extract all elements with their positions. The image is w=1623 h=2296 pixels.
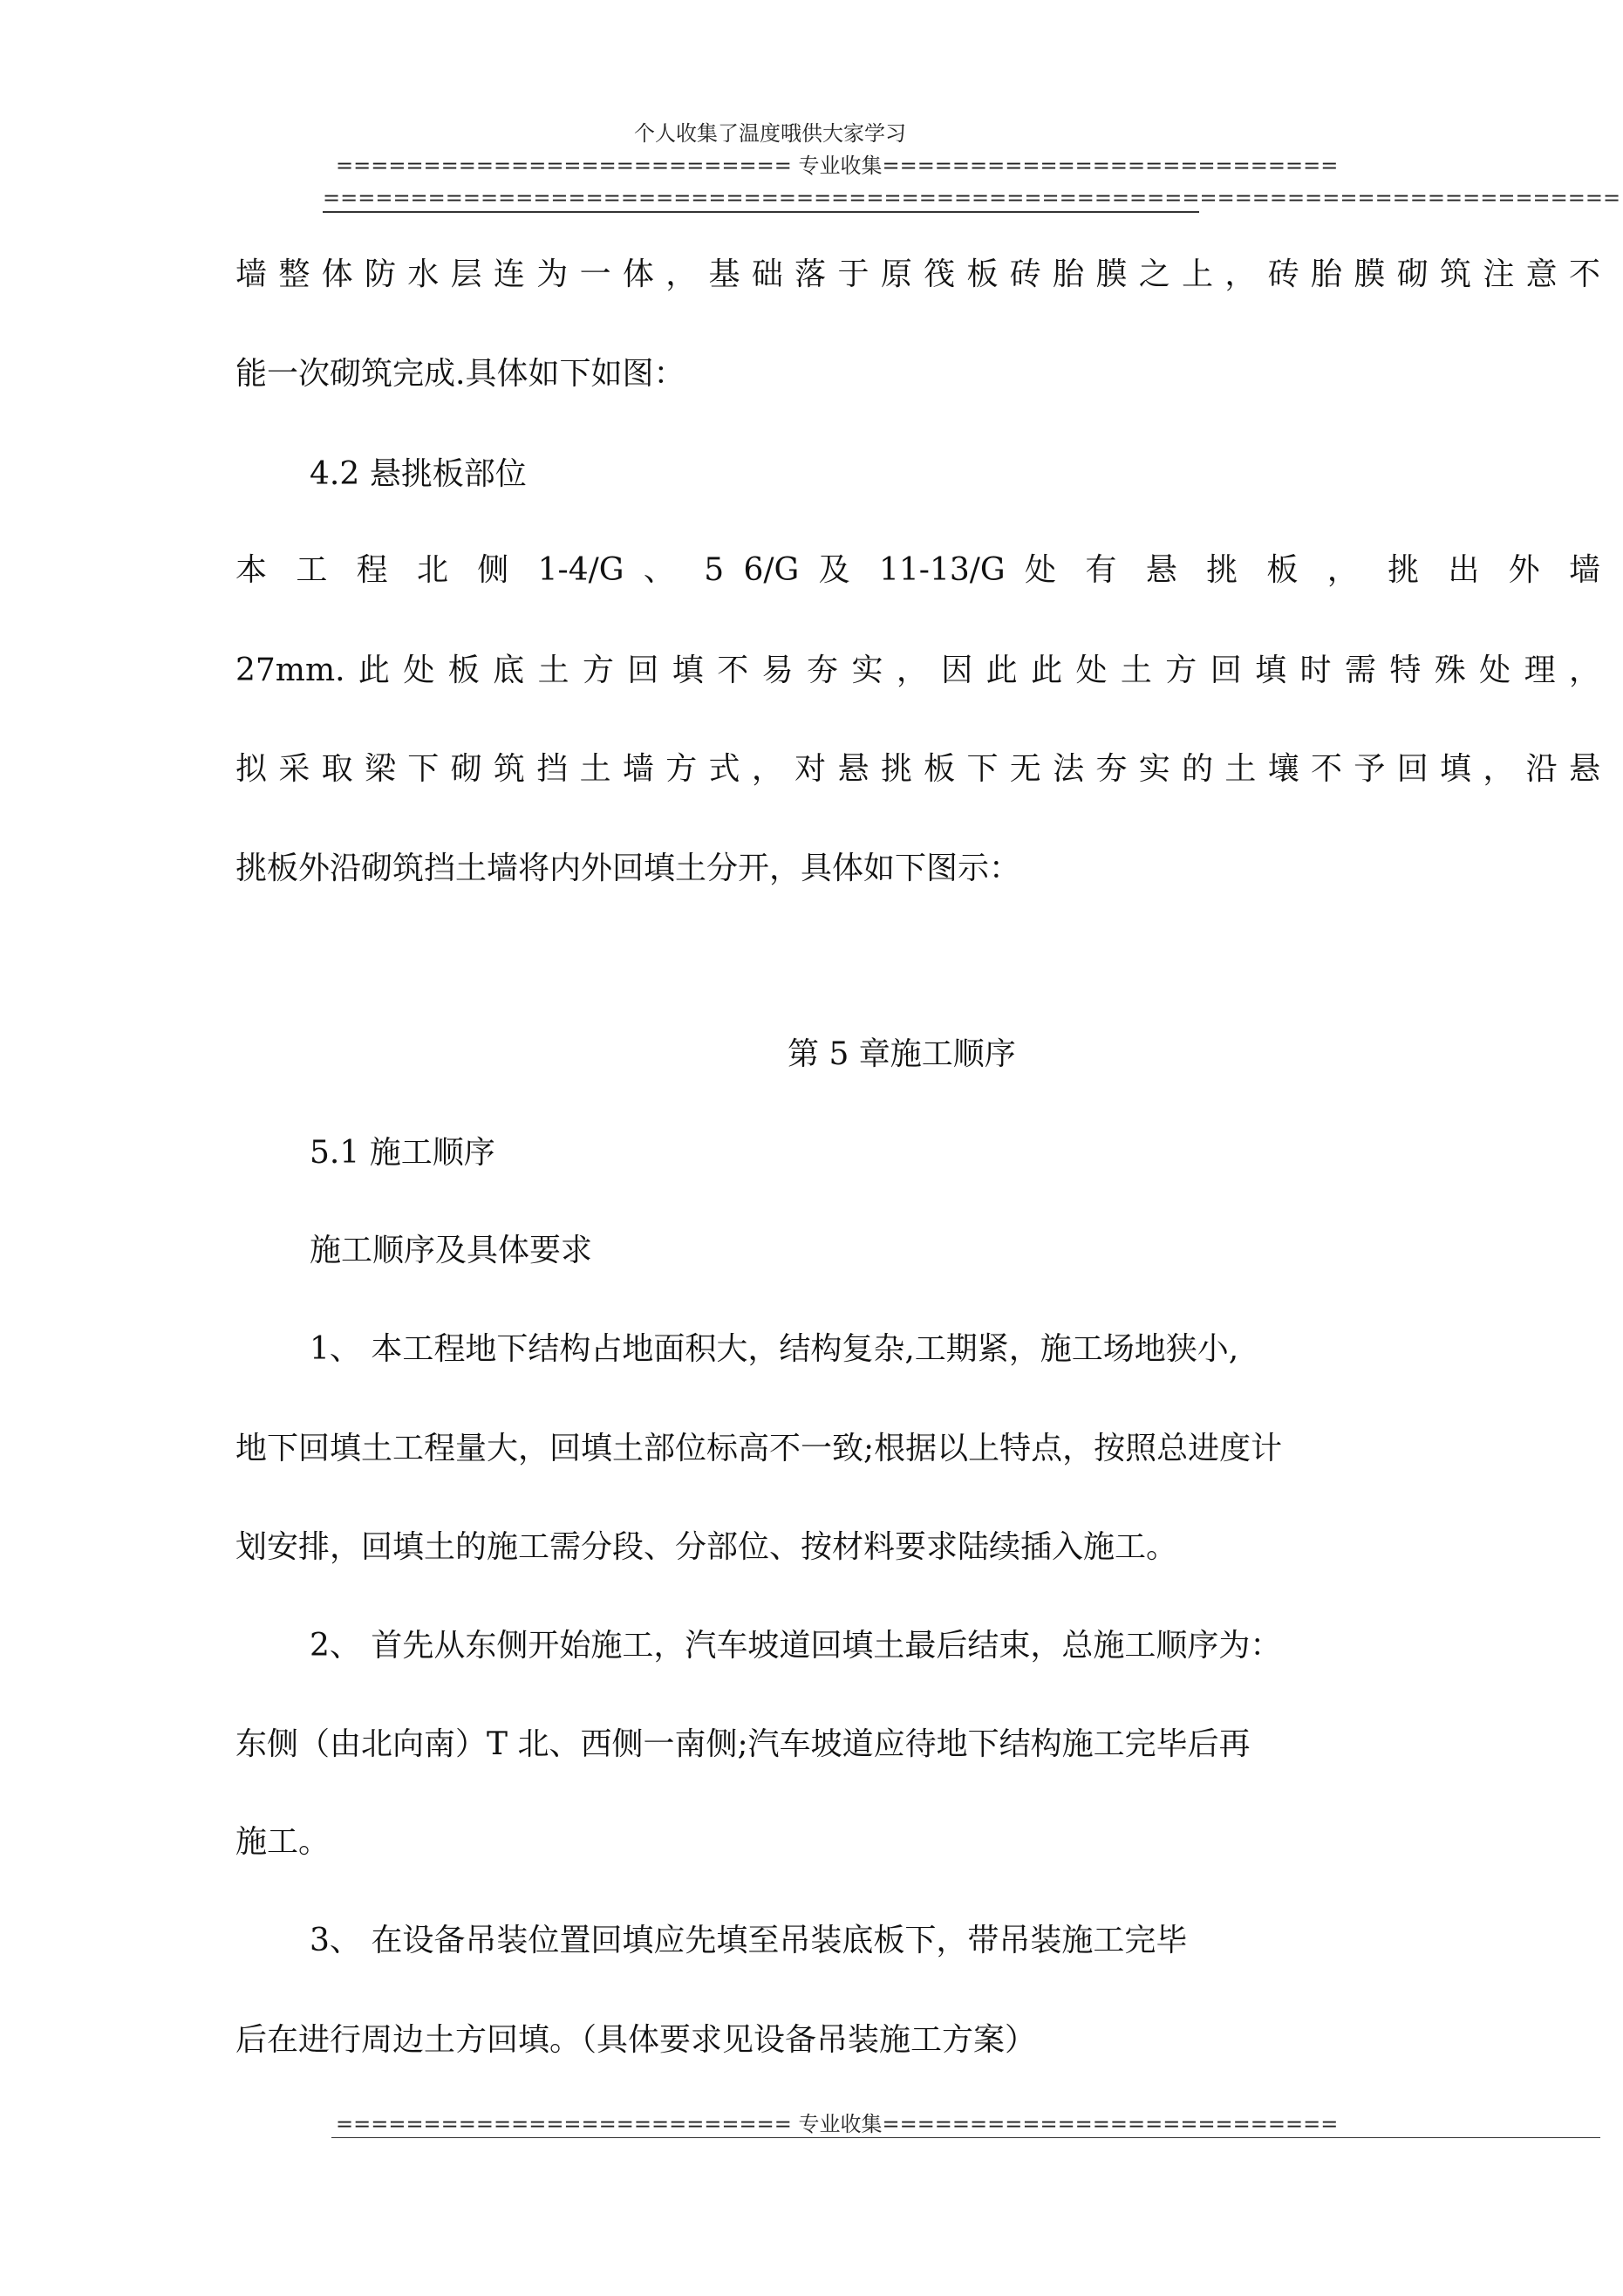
paragraph-line: 挑板外沿砌筑挡土墙将内外回填土分开，具体如下图示： <box>235 851 1021 886</box>
list-item-2: 2、 首先从东侧开始施工，汽车坡道回填土最后结束，总施工顺序为： <box>310 1628 1282 1664</box>
list-item-3-continuation: 后在进行周边土方回填。（具体要求见设备吊装施工方案） <box>235 2022 1037 2058</box>
footer-separator-label: ========================== 专业收集========================== <box>336 2112 1339 2136</box>
header-separator: ========================================================================== <box>323 186 1621 210</box>
footer-rule <box>331 2137 1600 2138</box>
paragraph-line: 本 工 程 北 侧 1-4/G 、 5 6/G 及 11-13/G 处 有 悬 挑 板 ， 挑 出 外 墙 <box>235 552 1600 588</box>
list-item-1-continuation: 划安排，回填土的施工需分段、分部位、按材料要求陆续插入施工。 <box>235 1529 1178 1565</box>
list-item-1-continuation: 地下回填土工程量大，回填土部位标高不一致;根据以上特点，按照总进度计 <box>235 1431 1283 1466</box>
list-item-3: 3、 在设备吊装位置回填应先填至吊装底板下，带吊装施工完毕 <box>310 1923 1188 1958</box>
paragraph-line: 能一次砌筑完成.具体如下如图： <box>235 356 685 392</box>
subheading: 施工顺序及具体要求 <box>310 1233 593 1268</box>
list-item-2-continuation: 施工。 <box>235 1824 331 1860</box>
list-item-2-continuation: 东侧（由北向南）T 北、西侧一南侧;汽车坡道应待地下结构施工完毕后再 <box>235 1726 1251 1762</box>
list-item-1: 1、 本工程地下结构占地面积大，结构复杂,工期紧，施工场地狭小, <box>310 1331 1239 1367</box>
header-separator-label: ========================== 专业收集========================== <box>336 154 1339 178</box>
section-heading-5-1: 5.1 施工顺序 <box>310 1135 495 1171</box>
paragraph-line: 拟采取梁下砌筑挡土墙方式，对悬挑板下无法夯实的土壤不予回填，沿悬 <box>235 751 1600 787</box>
paragraph-line: 27mm.此处板底土方回填不易夯实，因此此处土方回填时需特殊处理， <box>235 653 1600 688</box>
section-heading-4-2: 4.2 悬挑板部位 <box>310 456 527 492</box>
header-rule <box>323 211 1199 213</box>
header-title: 个人收集了温度哦供大家学习 <box>634 121 906 146</box>
chapter-heading: 第 5 章施工顺序 <box>788 1036 1016 1072</box>
paragraph-line: 墙整体防水层连为一体，基础落于原筏板砖胎膜之上，砖胎膜砌筑注意不 <box>235 256 1600 292</box>
